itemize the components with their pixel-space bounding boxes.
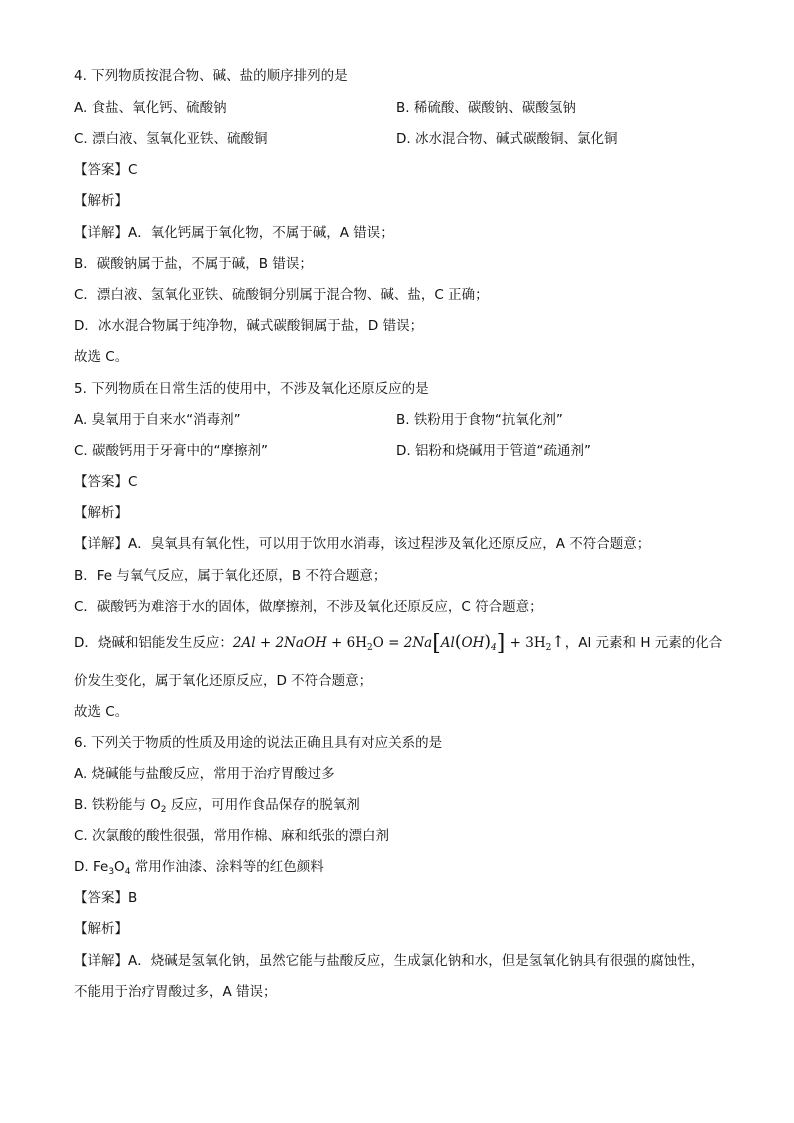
q4-detail-b: B．碳酸钠属于盐，不属于碱，B 错误； [74, 256, 313, 272]
q5-stem: 5. 下列物质在日常生活的使用中，不涉及氧化还原反应的是 [74, 381, 429, 397]
q4-stem: 4. 下列物质按混合物、碱、盐的顺序排列的是 [74, 68, 348, 84]
reaction-equation: 2Al + 2NaOH + $6H_2O = 2Na[Al(OH)_4]$ + $3H_2↑$ [232, 631, 565, 656]
q6-option-c: C. 次氯酸的酸性很强，常用作棉、麻和纸张的漂白剂 [74, 828, 390, 844]
q5-detail-d-prefix: D．烧碱和铝能发生反应： [74, 635, 233, 651]
q4-detail-d: D．冰水混合物属于纯净物，碱式碳酸铜属于盐，D 错误； [74, 318, 424, 334]
q5-analysis-heading: 【解析】 [74, 505, 128, 521]
q5-detail-d-suffix: ，Al 元素和 H 元素的化合 [564, 635, 723, 651]
q4-option-d: D. 冰水混合物、碱式碳酸铜、氯化铜 [396, 131, 618, 147]
q6-option-b-sub: 2 [160, 805, 167, 815]
q4-option-b: B. 稀硫酸、碳酸钠、碳酸氢钠 [396, 100, 576, 116]
q6-option-d-sub1: 3 [108, 867, 115, 877]
q5-detail-a: 【详解】A．臭氧具有氧化性，可以用于饮用水消毒，该过程涉及氧化还原反应，A 不符合题意； [74, 536, 651, 552]
q6-option-b-post: 反应，可用作食品保存的脱氧剂 [166, 797, 360, 813]
q4-conclusion: 故选 C。 [74, 349, 129, 365]
q4-answer: 【答案】C [74, 162, 138, 178]
q6-option-d-mid: O [114, 859, 125, 875]
q6-detail-a-cont: 不能用于治疗胃酸过多，A 错误； [74, 984, 277, 1000]
q5-detail-c: C．碳酸钙为难溶于水的固体，做摩擦剂，不涉及氧化还原反应，C 符合题意； [74, 599, 543, 615]
q5-answer: 【答案】C [74, 474, 138, 490]
q6-option-d-post: 常用作油漆、涂料等的红色颜料 [130, 859, 324, 875]
q4-option-a: A. 食盐、氧化钙、硫酸钠 [74, 100, 227, 116]
q5-option-d: D. 铝粉和烧碱用于管道“疏通剂” [396, 443, 591, 459]
q4-analysis-heading: 【解析】 [74, 193, 128, 209]
q5-option-a: A. 臭氧用于自来水“消毒剂” [74, 412, 241, 428]
q5-option-c: C. 碳酸钙用于牙膏中的“摩擦剂” [74, 443, 268, 459]
q5-option-b: B. 铁粉用于食物“抗氧化剂” [396, 412, 563, 428]
q6-analysis-heading: 【解析】 [74, 921, 128, 937]
q6-detail-a: 【详解】A．烧碱是氢氧化钠，虽然它能与盐酸反应，生成氯化钠和水，但是氢氧化钠具有很强的腐蚀性， [74, 953, 705, 969]
q6-option-d-pre: D. Fe [74, 859, 109, 875]
q6-option-a: A. 烧碱能与盐酸反应，常用于治疗胃酸过多 [74, 766, 335, 782]
q4-detail-c: C．漂白液、氢氧化亚铁、硫酸铜分别属于混合物、碱、盐，C 正确； [74, 287, 489, 303]
q5-detail-b: B．Fe 与氧气反应，属于氧化还原，B 不符合题意； [74, 568, 387, 584]
q6-stem: 6. 下列关于物质的性质及用途的说法正确且具有对应关系的是 [74, 735, 443, 751]
q6-option-d-sub2: 4 [124, 867, 131, 877]
q5-detail-e: 价发生变化，属于氧化还原反应，D 不符合题意； [74, 673, 373, 689]
q5-conclusion: 故选 C。 [74, 704, 129, 720]
q4-detail-a: 【详解】A．氧化钙属于氧化物，不属于碱，A 错误； [74, 225, 394, 241]
q6-option-d [74, 858, 324, 876]
q6-option-b-pre: B. 铁粉能与 O [74, 797, 161, 813]
q5-detail-d [74, 631, 723, 656]
q4-option-c: C. 漂白液、氢氧化亚铁、硫酸铜 [74, 131, 268, 147]
q6-answer: 【答案】B [74, 890, 138, 906]
q6-option-b [74, 796, 360, 814]
